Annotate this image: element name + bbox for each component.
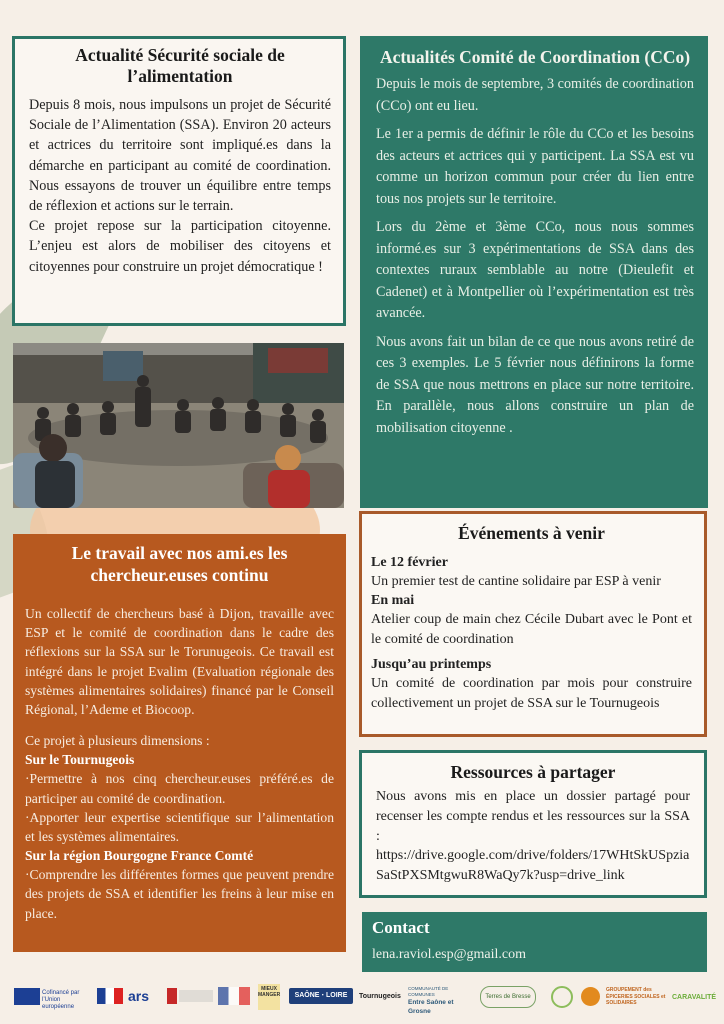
comcom-logo-line: Entre Saône et Grosne <box>408 999 454 1015</box>
event-text: Atelier coup de main chez Cécile Dubart avec le Pont et le comité de coordination <box>371 612 692 647</box>
researchers-subheading: Sur le Tournugeois <box>25 752 135 768</box>
partner-circle-logo <box>581 987 600 1006</box>
french-republic-logo <box>97 988 123 1004</box>
saone-loire-logo: SAÔNE ⋅ LOIRE <box>289 988 353 1004</box>
ssa-news-body-2: Ce projet repose sur la participation citoyenne. L’enjeu est alors de mobiliser des citoyens et citoyennes pour construire un projet démocratique ! <box>29 218 331 275</box>
tournugeois-logo: Tournugeois <box>359 993 401 1000</box>
comcom-logo-line: COMMUNAUTÉ DE COMMUNES <box>408 986 449 997</box>
eu-logo <box>14 988 40 1005</box>
researchers-box <box>13 534 346 952</box>
cco-news-paragraph: Nous avons fait un bilan de ce que nous avons retiré de ces 3 exemples. Le 5 février nous définirons la forme de SSA que nous mettrons en place sur notre territoire. En parallèle, nous allons construire un plan de mobilisation citoyenne . <box>376 333 694 436</box>
eu-logo-text: Cofinancé par l’Union européenne <box>42 990 80 1010</box>
event-text: Un comité de coordination par mois pour construire collectivement un projet de SSA sur le Tournugeois <box>371 676 692 711</box>
cco-news-paragraph: Depuis le mois de septembre, 3 comités de coordination (CCo) ont eu lieu. <box>376 76 694 114</box>
researchers-paragraph: Un collectif de chercheurs basé à Dijon, travaille avec ESP et le comité de coordination dans le cadre des réflexions sur la SSA sur le Torunugeois. Ce travail est intégré dans le projet Evalim (Evaluation régionale des systèmes alimentaires solidaires) financé par le Conseil Régional, l’Ademe et Biocoop. <box>25 606 334 718</box>
cco-news-title: Actualités Comité de Coordination (CCo) <box>379 47 691 67</box>
contact-email[interactable]: lena.raviol.esp@gmail.com <box>372 947 527 962</box>
comcom-logo <box>408 986 474 1015</box>
researchers-list-item: ·Comprendre les différentes formes que peuvent prendre des projets de SSA et identifier les freins à leur mise en place. <box>25 867 334 921</box>
terres-de-bresse-logo: Terres de Bresse <box>480 986 536 1008</box>
researchers-list-item: ·Permettre à nos cinq chercheur.euses préféré.es de participer au comité de coordination. <box>25 771 334 806</box>
event-date: En mai <box>371 593 415 608</box>
contact-title: Contact <box>372 918 430 937</box>
round-partner-logo <box>551 986 573 1008</box>
prefet-logo <box>218 987 250 1005</box>
researchers-subheading: Sur la région Bourgogne France Comté <box>25 848 254 864</box>
ssa-news-box <box>12 36 346 326</box>
resources-text: Nous avons mis en place un dossier partagé pour recenser les compte rendus et les ressources sur la SSA : <box>376 789 690 844</box>
events-title: Événements à venir <box>458 523 605 543</box>
resources-title: Ressources à partager <box>450 762 616 782</box>
partner-logos <box>0 978 724 1024</box>
mieux-manger-logo: MIEUX MANGER <box>258 984 280 1010</box>
event-date: Jusqu’au printemps <box>371 657 492 672</box>
researchers-title: Le travail avec nos ami.es les chercheur.euses continu <box>71 543 288 585</box>
researchers-dimensions: Ce projet à plusieurs dimensions : <box>25 733 210 749</box>
contact-box <box>362 912 707 972</box>
resources-link[interactable]: https://drive.google.com/drive/folders/17WHtSkUSpziaSaStPXSMtgwuR8WaQy7k?usp=drive_link <box>376 848 690 884</box>
researchers-list-item: ·Apporter leur expertise scientifique sur l’alimentation et les systèmes alimentaires. <box>25 809 334 845</box>
event-text: Un premier test de cantine solidaire par ESP à venir <box>371 574 661 589</box>
cco-news-paragraph: Lors du 2ème et 3ème CCo, nous nous sommes informé.es sur 3 expérimentations de SSA dans des contextes ruraux semblable au notre (Dieulefit et Cadenet) et à Montpellier où l’expérimentation est très avancée. <box>376 219 694 321</box>
caravalite-logo: CARAVALITÉ <box>672 994 717 1001</box>
groupement-epiceries-logo: GROUPEMENT des ÉPICERIES SOCIALES et SOLIDAIRES <box>606 987 666 1006</box>
meeting-photo <box>13 343 344 508</box>
ssa-news-body: Depuis 8 mois, nous impulsons un projet de Sécurité Sociale de l’Alimentation (SSA). Environ 20 acteurs et actrices du territoire sont impliqué.es dans la démarche en participant au comité de coordination. Nous essayons de trouver un équilibre entre temps de réflexion et actions sur le terrain. <box>29 97 331 215</box>
region-logo <box>167 988 177 1004</box>
resources-box <box>359 750 707 898</box>
cco-news-box <box>360 36 708 508</box>
event-date: Le 12 février <box>371 555 448 570</box>
ssa-news-title: Actualité Sécurité sociale de l’alimentation <box>75 45 285 86</box>
meeting-photo-illustration <box>13 343 344 508</box>
ars-logo: ars <box>128 988 150 1004</box>
region-logo-box <box>179 990 213 1002</box>
events-box <box>359 511 707 737</box>
cco-news-paragraph: Le 1er a permis de définir le rôle du CCo et les besoins des acteurs et actrices qui y participent. La SSA est vu comme un horizon commun pour créer du lien entre tous nos projets sur le territoire. <box>376 126 694 207</box>
